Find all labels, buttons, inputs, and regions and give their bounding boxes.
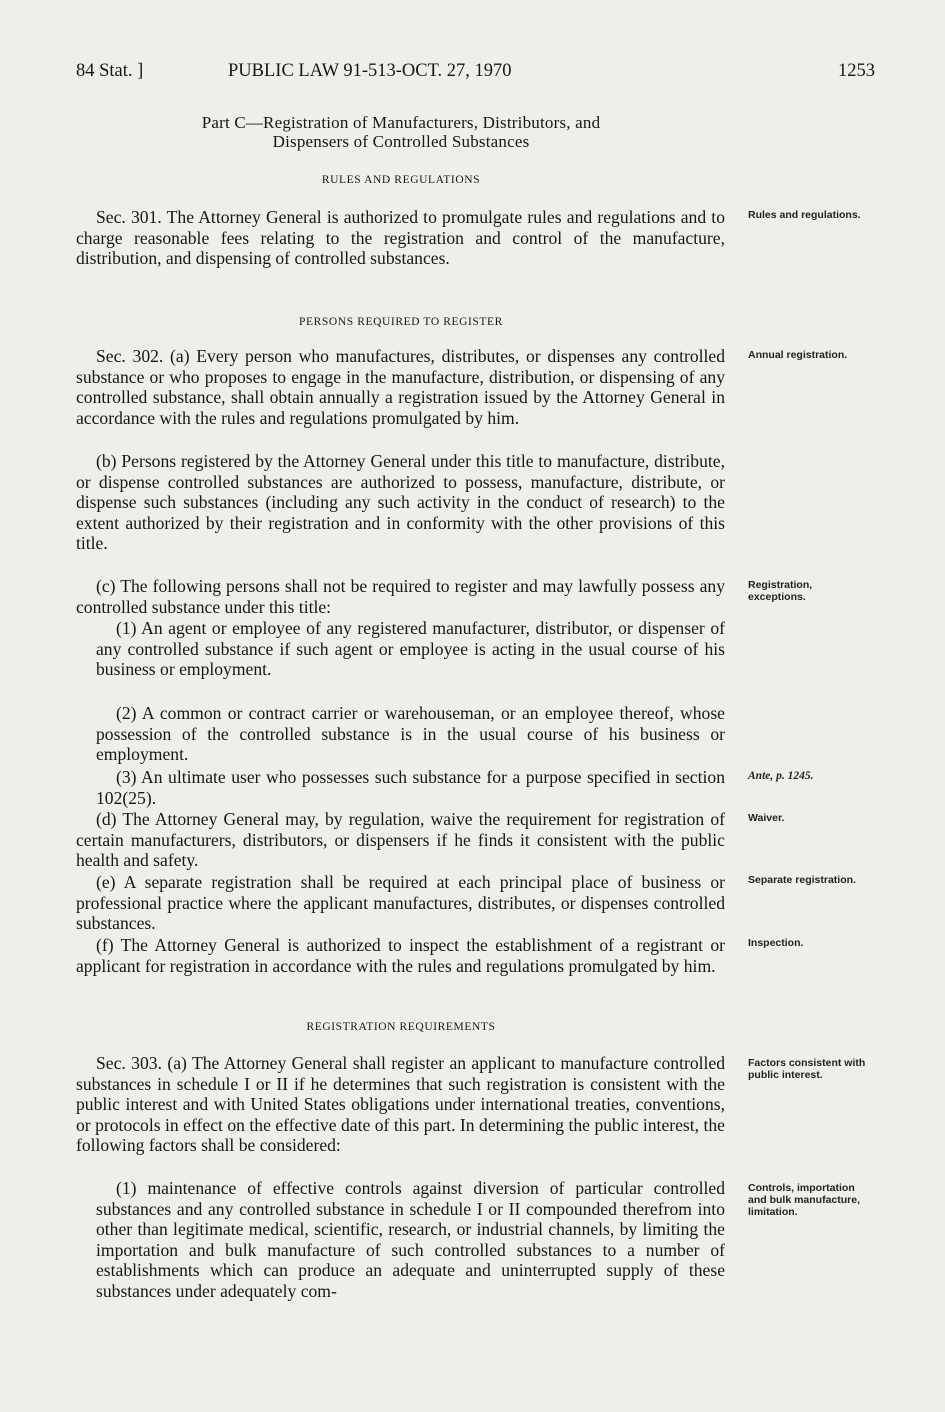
margin-note-waiver: Waiver.: [748, 812, 785, 824]
margin-note-annual: Annual registration.: [748, 349, 848, 361]
statute-volume: 84 Stat. ]: [76, 61, 144, 81]
part-heading: [76, 113, 726, 151]
section-302-c-2: (2) A common or contract carrier or warehouseman, or an employee thereof, whose possession of the controlled substance is in the usual course of his business or employment.: [96, 703, 725, 765]
margin-note-factors: Factors consistent with public interest.: [748, 1057, 866, 1081]
section-302-c: (c) The following persons shall not be required to register and may lawfully possess any controlled substance under this title:: [76, 576, 725, 617]
margin-note-exceptions: Registration, exceptions.: [748, 579, 813, 603]
section-302-b: (b) Persons registered by the Attorney General under this title to manufacture, distribute, or dispense controlled substances are authorized to possess, manufacture, distribute, or dispense such substances (including any such activity in the conduct of research) to the extent authorized by their registration and in conformity with the other provisions of this title.: [76, 451, 725, 554]
margin-note-separate: Separate registration.: [748, 874, 856, 886]
section-302-d: (d) The Attorney General may, by regulation, waive the requirement for registration of certain manufacturers, distributors, or dispensers if he finds it consistent with the public health and safety.: [76, 809, 725, 871]
subheading-rules: RULES AND REGULATIONS: [321, 174, 481, 186]
part-heading-line-1: Part C—Registration of Manufacturers, Distributors, and: [201, 113, 601, 132]
section-302-c-1: (1) An agent or employee of any registered manufacturer, distributor, or dispenser of any controlled substance if such agent or employee is acting in the usual course of his business or employment.: [96, 618, 725, 680]
section-301: Sec. 301. The Attorney General is authorized to promulgate rules and regulations and to charge reasonable fees relating to the registration and control of the manufacture, distribution, and dispensing of controlled substances.: [76, 207, 725, 269]
section-302-a: Sec. 302. (a) Every person who manufactures, distributes, or dispenses any controlled substance or who proposes to engage in the manufacture, distribution, or dispensing of any controlled substance, shall obtain annually a registration issued by the Attorney General in accordance with the rules and regulations promulgated by him.: [76, 346, 725, 428]
running-title: PUBLIC LAW 91-513-OCT. 27, 1970: [228, 61, 512, 81]
section-302-f: (f) The Attorney General is authorized to inspect the establishment of a registrant or applicant for registration in accordance with the rules and regulations promulgated by him.: [76, 935, 725, 976]
page-number: 1253: [838, 61, 875, 81]
section-303-a: Sec. 303. (a) The Attorney General shall register an applicant to manufacture controlled substances in schedule I or II if he determines that such registration is consistent with the public interest and with United States obligations under international treaties, conventions, or protocols in effect on the effective date of this part. In determining the public interest, the following factors shall be considered:: [76, 1053, 725, 1156]
part-heading-line-2: Dispensers of Controlled Substances: [272, 132, 530, 151]
subheading-persons: PERSONS REQUIRED TO REGISTER: [299, 316, 503, 328]
section-302-e: (e) A separate registration shall be required at each principal place of business or professional practice where the applicant manufactures, distributes, or dispenses controlled substances.: [76, 872, 725, 934]
margin-note-controls: Controls, importation and bulk manufacture, limitation.: [748, 1182, 861, 1218]
subheading-requirements: REGISTRATION REQUIREMENTS: [306, 1021, 496, 1033]
margin-note-inspection: Inspection.: [748, 937, 804, 949]
section-303-a-1: (1) maintenance of effective controls against diversion of particular controlled substances and any controlled substance in schedule I or II compounded therefrom into other than legitimate medical, scientific, research, or industrial channels, by limiting the importation and bulk manufacture of such controlled substances to a number of establishments which can produce an adequate and uninterrupted supply of these substances under adequately com-: [96, 1178, 725, 1301]
margin-note-ante: Ante, p. 1245.: [748, 770, 814, 782]
margin-note-rules: Rules and regulations.: [748, 209, 861, 221]
section-302-c-3: (3) An ultimate user who possesses such substance for a purpose specified in section 102(25).: [96, 767, 725, 808]
